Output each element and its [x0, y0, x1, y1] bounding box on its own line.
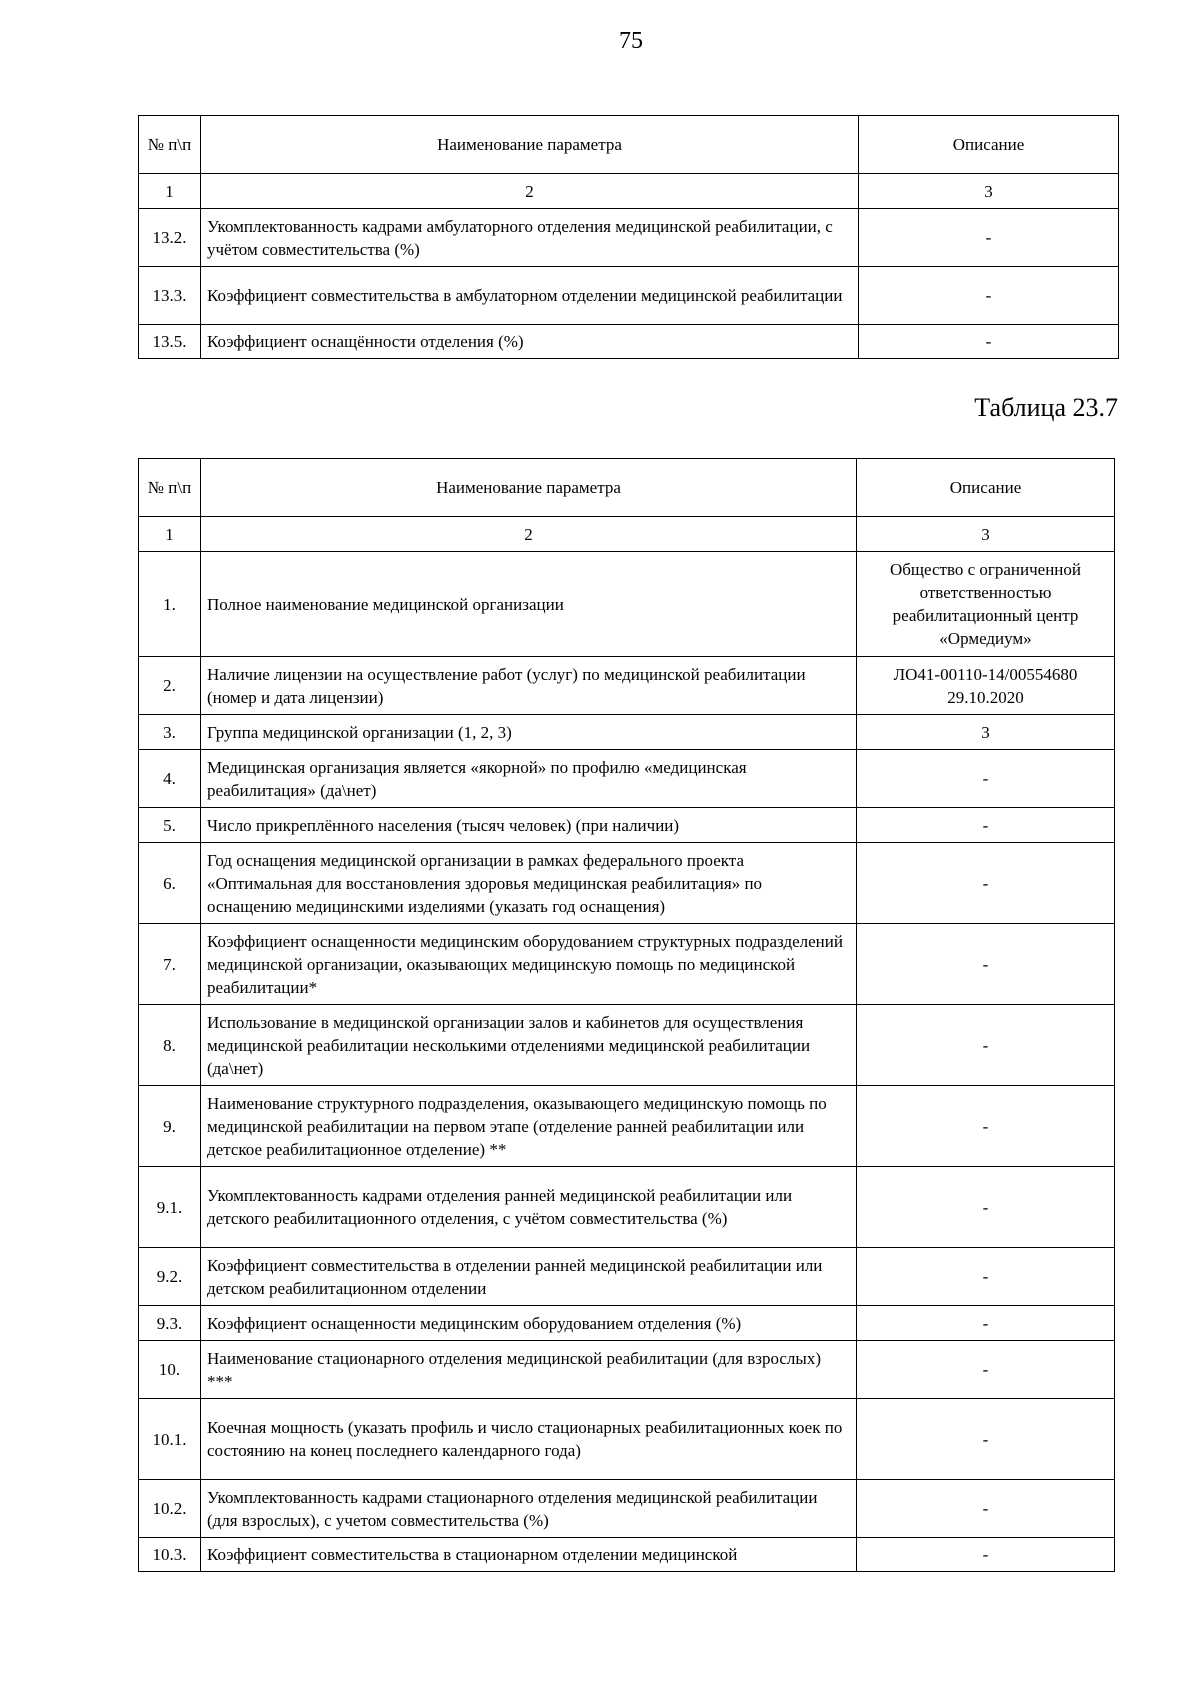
parameter-description: -: [857, 1399, 1115, 1480]
parameter-name: Группа медицинской организации (1, 2, 3): [201, 715, 857, 750]
row-number: 4.: [139, 750, 201, 808]
table-row: [139, 552, 1115, 657]
parameter-name: Коэффициент совместительства в стационарном отделении медицинской: [201, 1538, 857, 1572]
table-row: [139, 1167, 1115, 1248]
table-caption: Таблица 23.7: [974, 393, 1118, 422]
table-row: [139, 1005, 1115, 1086]
parameters-table-23-7: [138, 458, 1115, 1572]
row-number: 9.3.: [139, 1306, 201, 1341]
table-row: [139, 1248, 1115, 1306]
parameter-description: -: [857, 1248, 1115, 1306]
column-index-row: [139, 174, 1119, 209]
table-row: [139, 1306, 1115, 1341]
column-index: 1: [139, 174, 201, 209]
row-number: 2.: [139, 657, 201, 715]
parameter-description: -: [857, 843, 1115, 924]
row-number: 13.5.: [139, 325, 201, 359]
parameter-description: -: [857, 1538, 1115, 1572]
row-number: 9.2.: [139, 1248, 201, 1306]
table-row: [139, 715, 1115, 750]
parameter-name: Наименование структурного подразделения, оказывающего медицинскую помощь по медицинской реабилитации на первом этапе (отделение ранней реабилитации или детское реабилитационное отделение) **: [201, 1086, 857, 1167]
parameter-name: Наличие лицензии на осуществление работ (услуг) по медицинской реабилитации (номер и дата лицензии): [201, 657, 857, 715]
parameter-name: Наименование стационарного отделения медицинской реабилитации (для взрослых) ***: [201, 1341, 857, 1399]
parameter-description: 3: [857, 715, 1115, 750]
table-row: [139, 657, 1115, 715]
table-header-row: [139, 116, 1119, 174]
row-number: 6.: [139, 843, 201, 924]
column-index-row: [139, 517, 1115, 552]
table-row: [139, 750, 1115, 808]
parameter-description: Общество с ограниченной ответственностью реабилитационный центр «Ормедиум»: [857, 552, 1115, 657]
parameter-description: -: [859, 325, 1119, 359]
table-row: [139, 267, 1119, 325]
header-parameter-name: Наименование параметра: [201, 459, 857, 517]
column-index: 3: [857, 517, 1115, 552]
parameter-name: Коэффициент совместительства в амбулаторном отделении медицинской реабилитации: [201, 267, 859, 325]
row-number: 1.: [139, 552, 201, 657]
table-header-row: [139, 459, 1115, 517]
table-row: [139, 209, 1119, 267]
parameter-name: Коэффициент совместительства в отделении ранней медицинской реабилитации или детском реабилитационном отделении: [201, 1248, 857, 1306]
parameters-table-continuation: [138, 115, 1119, 359]
row-number: 3.: [139, 715, 201, 750]
parameter-name: Коечная мощность (указать профиль и число стационарных реабилитационных коек по состоянию на конец последнего календарного года): [201, 1399, 857, 1480]
row-number: 9.: [139, 1086, 201, 1167]
parameter-description: -: [857, 1086, 1115, 1167]
row-number: 10.3.: [139, 1538, 201, 1572]
column-index: 3: [859, 174, 1119, 209]
row-number: 13.3.: [139, 267, 201, 325]
parameter-description: -: [859, 209, 1119, 267]
parameter-description: -: [857, 750, 1115, 808]
parameter-name: Год оснащения медицинской организации в рамках федерального проекта «Оптимальная для восстановления здоровья медицинская реабилитация» по оснащению медицинскими изделиями (указать год оснащения): [201, 843, 857, 924]
table-row: [139, 924, 1115, 1005]
parameter-description: -: [857, 924, 1115, 1005]
header-number: № п\п: [139, 116, 201, 174]
table-row: [139, 843, 1115, 924]
row-number: 9.1.: [139, 1167, 201, 1248]
row-number: 10.2.: [139, 1480, 201, 1538]
table-row: [139, 325, 1119, 359]
parameter-description: -: [857, 808, 1115, 843]
parameter-description: -: [857, 1306, 1115, 1341]
parameter-name: Коэффициент оснащенности медицинским оборудованием структурных подразделений медицинской организации, оказывающих медицинскую помощь по медицинской реабилитации*: [201, 924, 857, 1005]
parameter-description: -: [859, 267, 1119, 325]
column-index: 2: [201, 517, 857, 552]
header-parameter-name: Наименование параметра: [201, 116, 859, 174]
row-number: 7.: [139, 924, 201, 1005]
parameter-name: Использование в медицинской организации залов и кабинетов для осуществления медицинской реабилитации несколькими отделениями медицинской реабилитации (да\нет): [201, 1005, 857, 1086]
column-index: 1: [139, 517, 201, 552]
row-number: 10.1.: [139, 1399, 201, 1480]
column-index: 2: [201, 174, 859, 209]
parameter-description: -: [857, 1167, 1115, 1248]
parameter-description: -: [857, 1480, 1115, 1538]
row-number: 5.: [139, 808, 201, 843]
header-description: Описание: [859, 116, 1119, 174]
table-row: [139, 1538, 1115, 1572]
page-number: 75: [619, 28, 643, 54]
table-row: [139, 1341, 1115, 1399]
table-row: [139, 1399, 1115, 1480]
parameter-description: ЛО41-00110-14/00554680 29.10.2020: [857, 657, 1115, 715]
parameter-description: -: [857, 1341, 1115, 1399]
row-number: 13.2.: [139, 209, 201, 267]
header-description: Описание: [857, 459, 1115, 517]
parameter-name: Коэффициент оснащённости отделения (%): [201, 325, 859, 359]
parameter-name: Укомплектованность кадрами амбулаторного отделения медицинской реабилитации, с учётом совместительства (%): [201, 209, 859, 267]
parameter-name: Укомплектованность кадрами стационарного отделения медицинской реабилитации (для взрослых), с учетом совместительства (%): [201, 1480, 857, 1538]
parameter-name: Число прикреплённого населения (тысяч человек) (при наличии): [201, 808, 857, 843]
row-number: 8.: [139, 1005, 201, 1086]
parameter-description: -: [857, 1005, 1115, 1086]
header-number: № п\п: [139, 459, 201, 517]
table-row: [139, 808, 1115, 843]
table-row: [139, 1480, 1115, 1538]
row-number: 10.: [139, 1341, 201, 1399]
parameter-name: Полное наименование медицинской организации: [201, 552, 857, 657]
parameter-name: Укомплектованность кадрами отделения ранней медицинской реабилитации или детского реабилитационного отделения, с учётом совместительства (%): [201, 1167, 857, 1248]
parameter-name: Медицинская организация является «якорной» по профилю «медицинская реабилитация» (да\нет): [201, 750, 857, 808]
table-row: [139, 1086, 1115, 1167]
parameter-name: Коэффициент оснащенности медицинским оборудованием отделения (%): [201, 1306, 857, 1341]
